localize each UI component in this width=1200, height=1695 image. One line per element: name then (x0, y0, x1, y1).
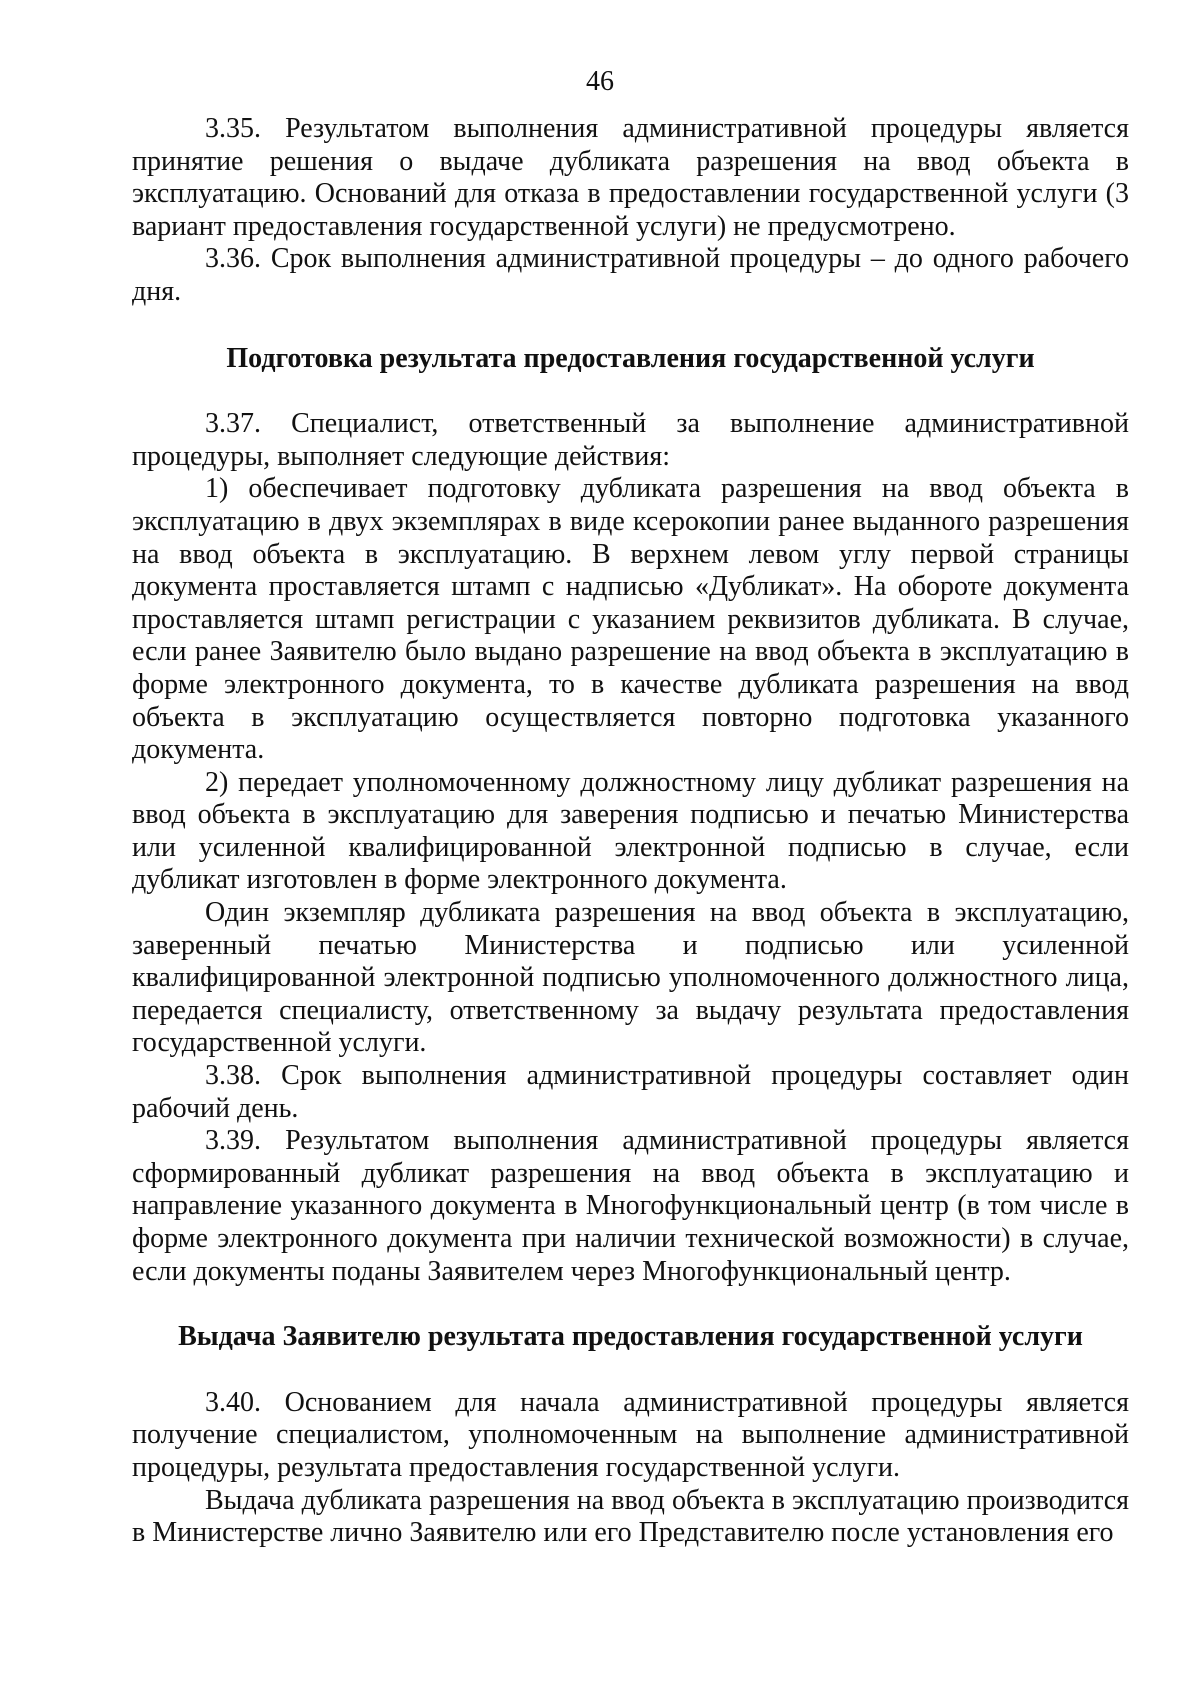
section-heading-issuance: Выдача Заявителю результата предоставления государственной услуги (178, 1321, 1083, 1353)
paragraph-3-35: 3.35. Результатом выполнения административной процедуры является принятие решения о выдаче дубликата разрешения на ввод объекта в эксплуатацию. Оснований для отказа в предоставлении государственной услуги (3 вариант предоставления государственной услуги) не предусмотрено. (132, 113, 1129, 242)
paragraph-3-40: 3.40. Основанием для начала административной процедуры является получение специалистом, уполномоченным на выполнение административной процедуры, результата предоставления государственной услуги. (132, 1386, 1129, 1483)
paragraph-one-copy: Один экземпляр дубликата разрешения на ввод объекта в эксплуатацию, заверенный печатью Министерства и подписью или усиленной квалифицированной электронной подписью уполномоченного должностного лица, передается специалисту, ответственному за выдачу результата предоставления государственной услуги. (132, 897, 1129, 1059)
section-heading-preparation: Подготовка результата предоставления государственной услуги (226, 342, 1035, 374)
page-number: 46 (586, 66, 614, 97)
paragraph-item-1: 1) обеспечивает подготовку дубликата разрешения на ввод объекта в эксплуатацию в двух экземплярах в виде ксерокопии ранее выданного разрешения на ввод объекта в эксплуатацию. В верхнем левом углу первой страницы документа проставляется штамп с надписью «Дубликат». На обороте документа проставляется штамп регистрации с указанием реквизитов дубликата. В случае, если ранее Заявителю было выдано разрешение на ввод объекта в эксплуатацию в форме электронного документа, то в качестве дубликата разрешения на ввод объекта в эксплуатацию осуществляется повторно подготовка указанного документа. (132, 473, 1129, 766)
paragraph-3-36: 3.36. Срок выполнения административной процедуры – до одного рабочего дня. (132, 243, 1129, 307)
paragraph-issuance: Выдача дубликата разрешения на ввод объекта в эксплуатацию производится в Министерстве лично Заявителю или его Представителю после установления его (132, 1484, 1129, 1549)
paragraph-item-2: 2) передает уполномоченному должностному лицу дубликат разрешения на ввод объекта в эксплуатацию для заверения подписью и печатью Министерства или усиленной квалифицированной электронной подписью в случае, если дубликат изготовлен в форме электронного документа. (132, 766, 1129, 896)
paragraph-3-39: 3.39. Результатом выполнения административной процедуры является сформированный дубликат разрешения на ввод объекта в эксплуатацию и направление указанного документа в Многофункциональный центр (в том числе в форме электронного документа при наличии технической возможности) в случае, если документы поданы Заявителем через Многофункциональный центр. (132, 1125, 1129, 1287)
paragraph-3-38: 3.38. Срок выполнения административной процедуры составляет один рабочий день. (132, 1060, 1129, 1124)
paragraph-3-37: 3.37. Специалист, ответственный за выполнение административной процедуры, выполняет следующие действия: (132, 408, 1129, 472)
document-body (132, 113, 1129, 1550)
